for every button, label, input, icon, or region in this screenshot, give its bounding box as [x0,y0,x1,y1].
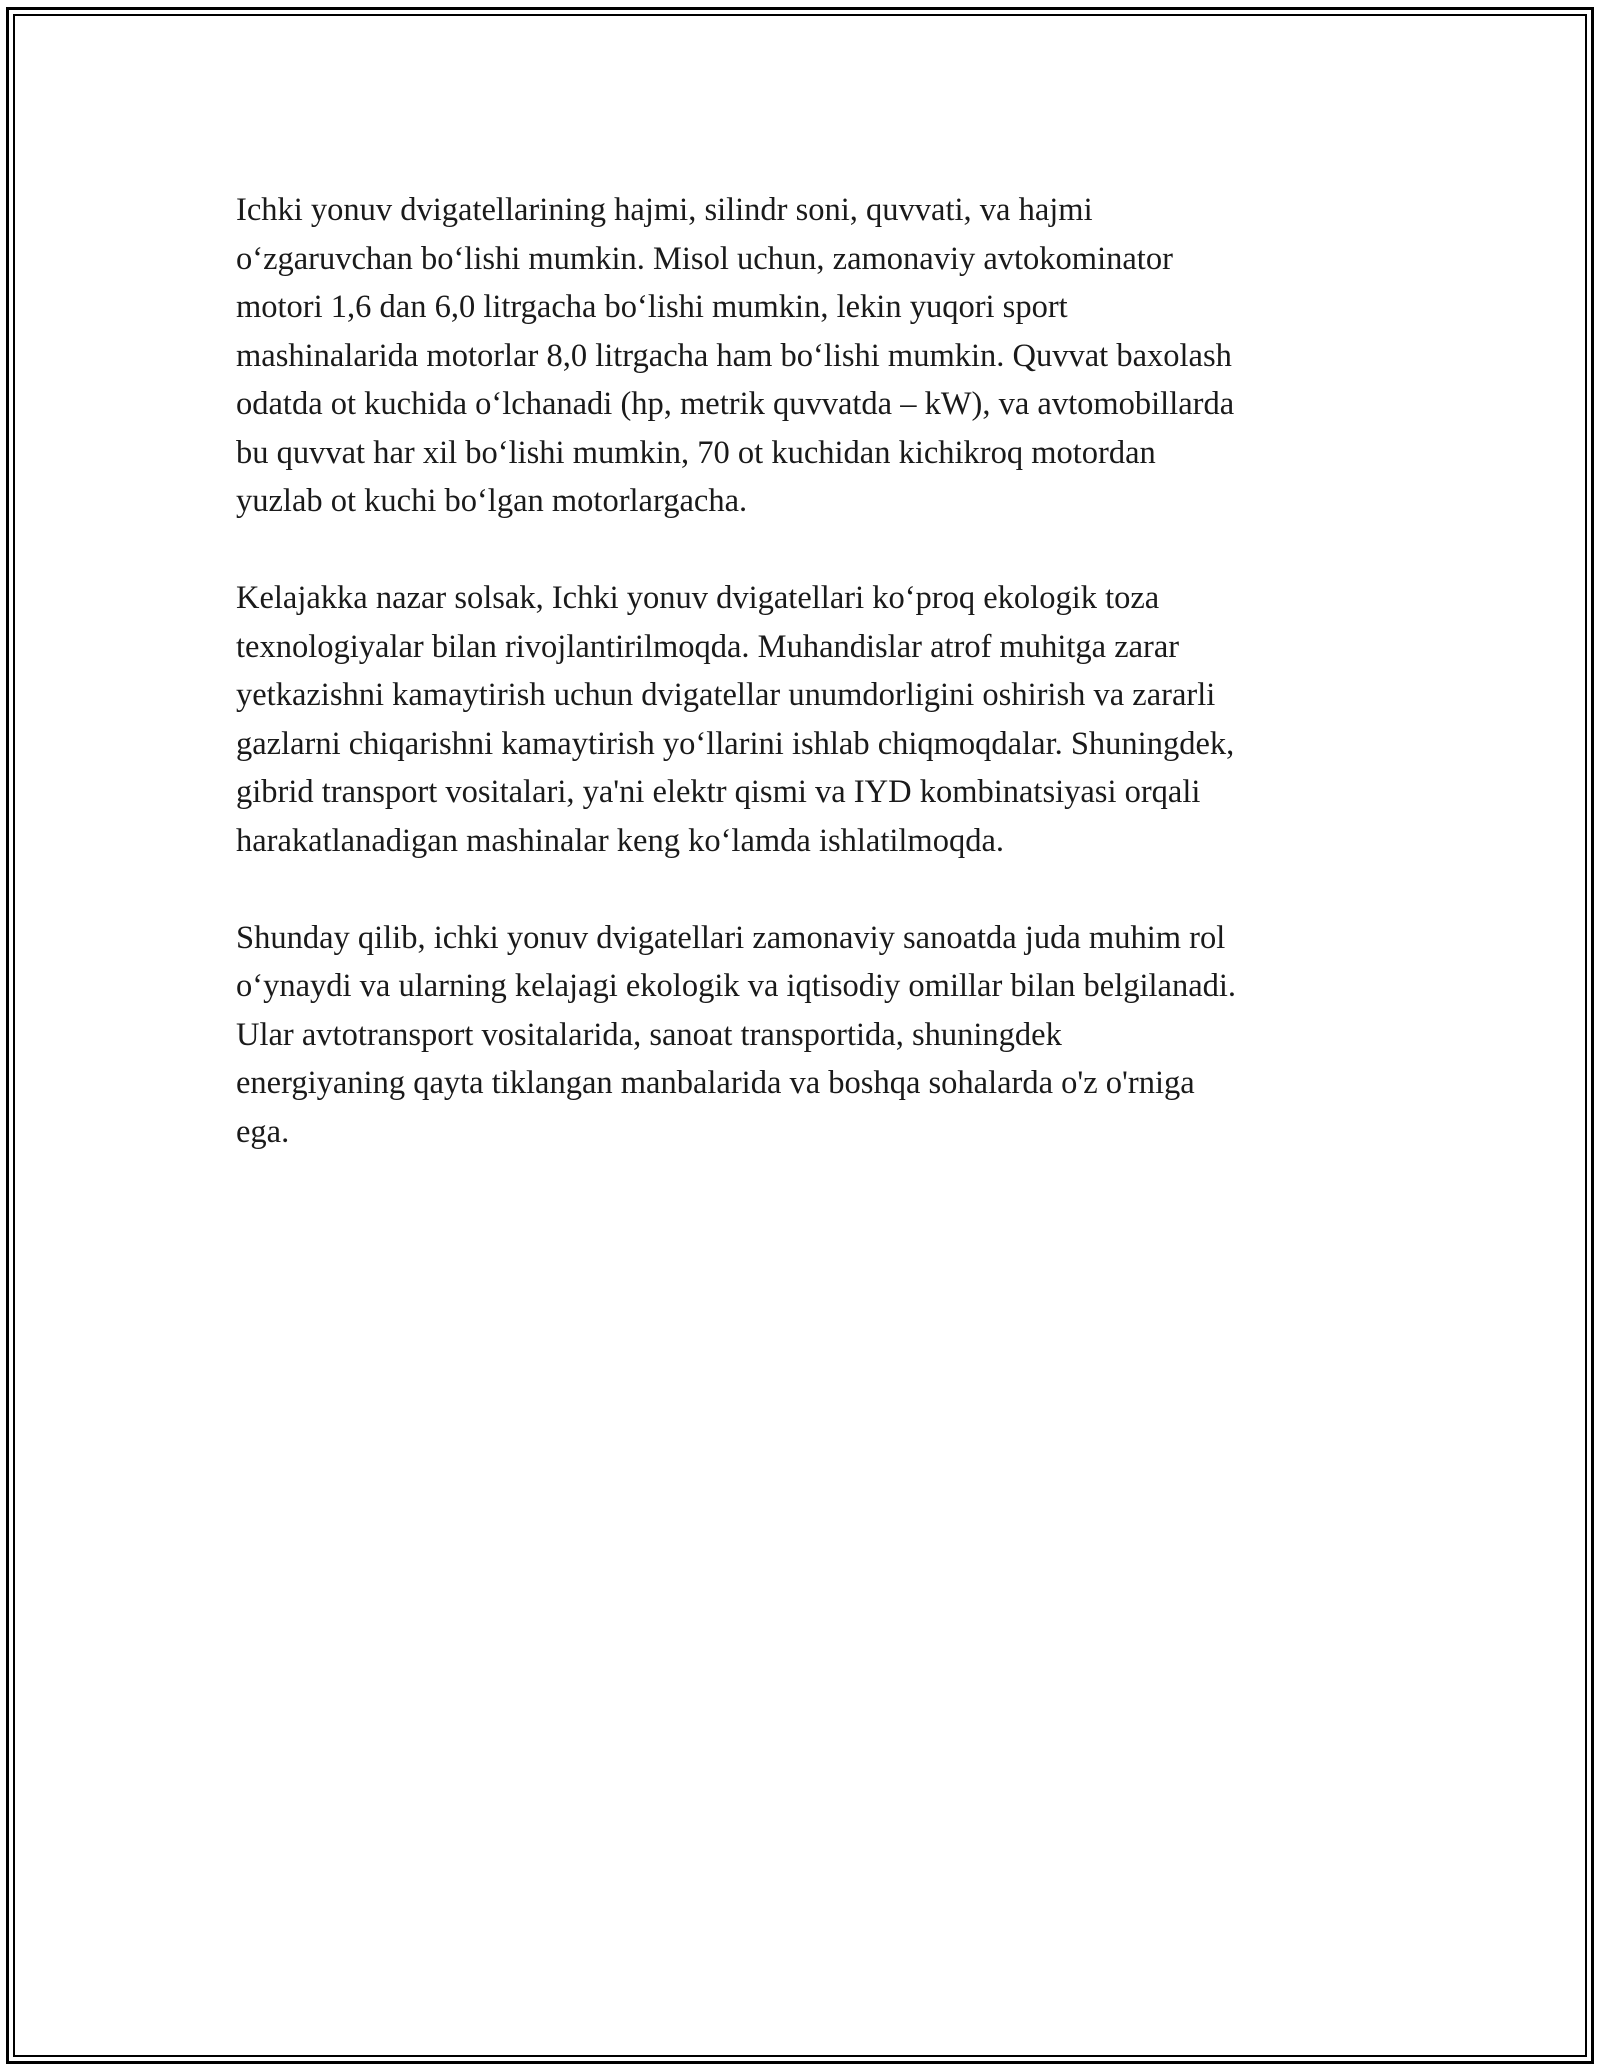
text-line: odatda ot kuchida oʻlchanadi (hp, metrik quvvatda – kW), va avtomobillarda [236,386,1235,422]
text-line: yuzlab ot kuchi boʻlgan motorlargacha. [236,483,748,519]
paragraph-2 [236,574,1376,865]
text-line: motori 1,6 dan 6,0 litrgacha boʻlishi mumkin, lekin yuqori sport [236,289,1068,325]
text-line: harakatlanadigan mashinalar keng koʻlamda ishlatilmoqda. [236,822,1005,859]
text-line: gibrid transport vositalari, ya'ni elektr qismi va IYD kombinatsiyasi orqali [236,774,1201,810]
text-line: oʻynaydi va ularning kelajagi ekologik va iqtisodiy omillar bilan belgilanadi. [236,968,1237,1004]
text-line: yetkazishni kamaytirish uchun dvigatellar unumdorligini oshirish va zararli [236,677,1216,713]
text-line: Kelajakka nazar solsak, Ichki yonuv dvigatellari koʻproq ekologik toza [236,580,1160,616]
text-line: gazlarni chiqarishni kamaytirish yoʻllarini ishlab chiqmoqdalar. Shuningdek, [236,725,1235,762]
text-line: texnologiyalar bilan rivojlantirilmoqda. Muhandislar atrof muhitga zarar [236,628,1180,665]
text-line: oʻzgaruvchan boʻlishi mumkin. Misol uchun, zamonaviy avtokominator [236,240,1173,277]
paragraph-3 [236,914,1376,1157]
text-line: energiyaning qayta tiklangan manbalarida va boshqa sohalarda o'z o'rniga [236,1065,1195,1101]
text-line: ega. [236,1113,290,1150]
text-line: mashinalarida motorlar 8,0 litrgacha ham boʻlishi mumkin. Quvvat baxolash [236,337,1232,374]
text-line: Ichki yonuv dvigatellarining hajmi, silindr soni, quvvati, va hajmi [236,192,1093,228]
document-body [236,186,1376,1205]
text-line: Ular avtotransport vositalarida, sanoat transportida, shuningdek [236,1016,1062,1053]
text-line: bu quvvat har xil boʻlishi mumkin, 70 ot kuchidan kichikroq motordan [236,434,1156,471]
text-line: Shunday qilib, ichki yonuv dvigatellari zamonaviy sanoatda juda muhim rol [236,919,1226,956]
paragraph-1 [236,186,1376,526]
